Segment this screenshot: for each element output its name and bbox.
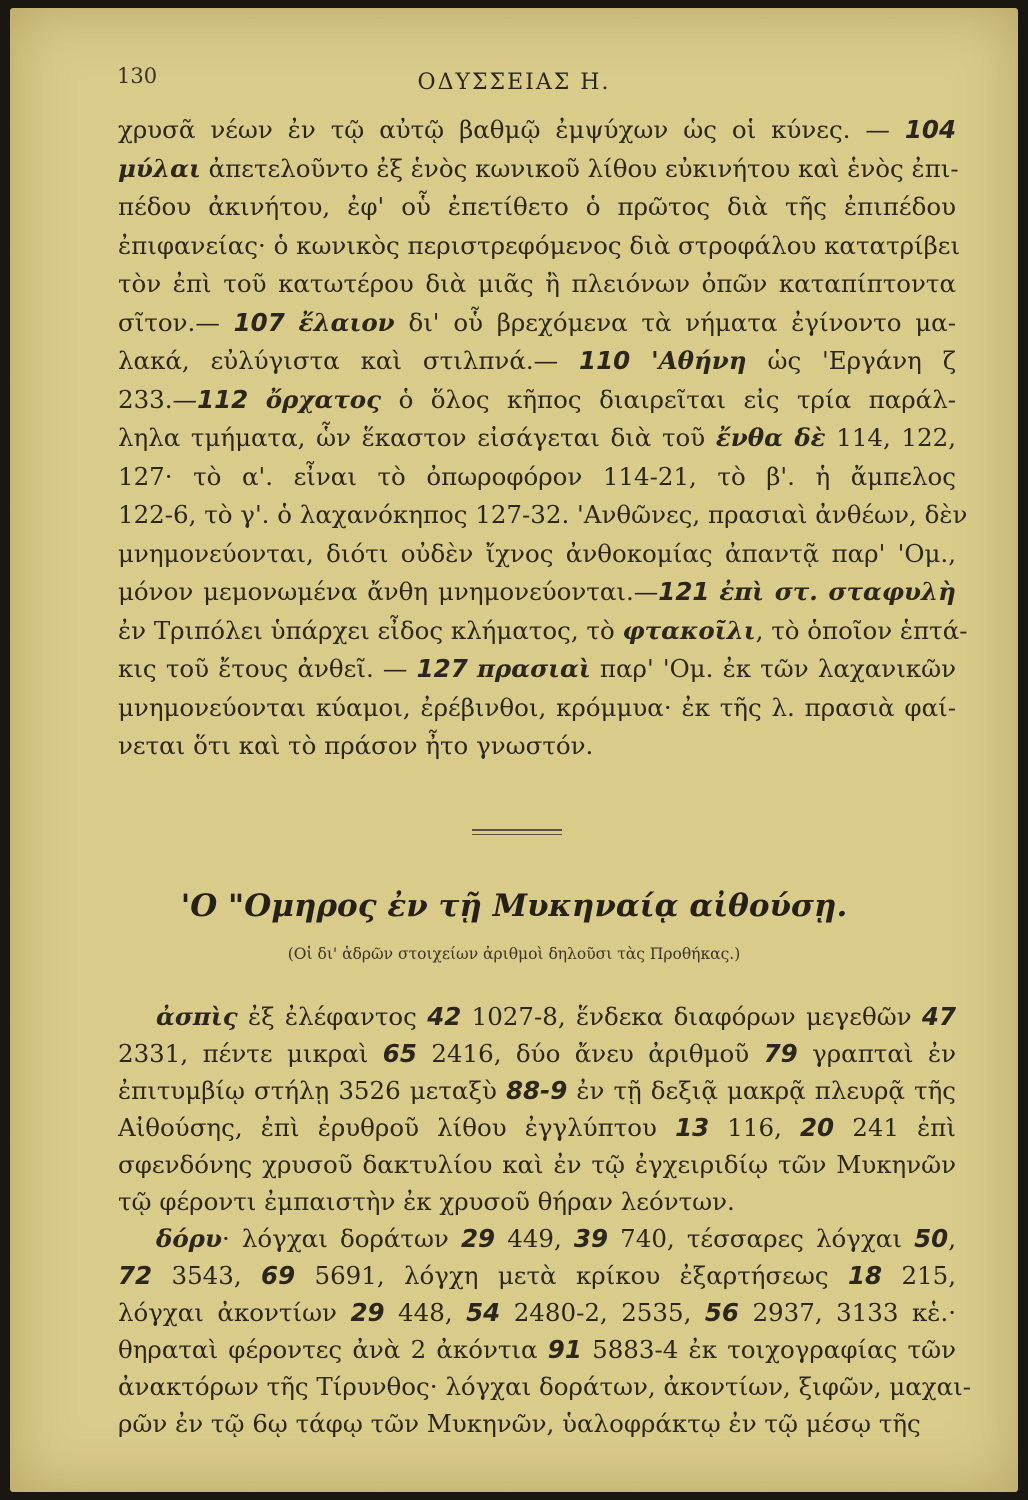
text-line (118, 150, 959, 189)
text-run: 448, (384, 1298, 467, 1327)
text-line (118, 1146, 956, 1183)
reference-number: 110 (579, 346, 631, 375)
text-run: 215, (882, 1261, 956, 1290)
text-run: · λόγχαι δοράτων (221, 1224, 461, 1253)
running-title: ΟΔΥΣΣΕΙΑΣ Η. (417, 70, 611, 95)
keyword: ὄρχατος (265, 384, 382, 414)
text-line (118, 419, 956, 458)
keyword: μύλαι (118, 153, 201, 183)
reference-number: 79 (763, 1039, 798, 1068)
text-run: νεται ὅτι καὶ τὸ πράσον ἦτο γνωστόν. (118, 731, 594, 760)
text-run: 127· τὸ α'. εἶναι τὸ ὀπωροφόρον 114-21, τὸ β'. ἡ ἄμπελος (118, 461, 956, 491)
text-line (118, 727, 956, 766)
text-run: ἐν Τριπόλει ὑπάρχει εἶδος κλήματος, τὸ (118, 615, 623, 645)
reference-number: 50 (914, 1224, 949, 1253)
text-run: τὸν ἐπὶ τοῦ κατωτέρου διὰ μιᾶς ἢ πλειόνων ὀπῶν καταπίπτοντα (118, 269, 956, 298)
text-run: 122-6, τὸ γ'. ὁ λαχανόκηπος 127-32. 'Ανθῶνες, πρασιαὶ ἀνθέων, δὲν (118, 500, 968, 529)
text-line (118, 689, 956, 728)
text-run: ἀνακτόρων τῆς Τίρυνθος· λόγχαι δοράτων, ἀκοντίων, ξιφῶν, μαχαι- (118, 1372, 972, 1401)
text-run (630, 346, 651, 375)
text-run (709, 577, 719, 606)
section-divider (472, 829, 562, 835)
text-run: ἐξ ἐλέφαντος (237, 1002, 428, 1031)
reference-number: 121 (658, 577, 710, 606)
text-run: ὡς 'Εργάνη ζ (746, 346, 956, 375)
keyword: ἔνθα δὲ (715, 423, 826, 452)
reference-number: 69 (261, 1261, 296, 1290)
text-run: ἐπιτυμβίῳ στήλῃ 3526 μεταξὺ (118, 1076, 506, 1105)
text-run: ὁ ὅλος κῆπος διαιρεῖται εἰς τρία παράλ- (381, 384, 956, 414)
reference-number: 107 (233, 307, 285, 337)
keyword: ἀσπὶς (156, 1002, 238, 1031)
text-run: χρυσᾶ νέων ἐν τῷ αὐτῷ βαθμῷ ἐμψύχων ὡς οἱ κύνες. — (118, 115, 905, 144)
text-line (118, 496, 968, 535)
reference-number: 18 (847, 1261, 883, 1290)
entries-paragraph (118, 998, 972, 1442)
text-run: θηραταὶ φέροντες ἀνὰ 2 ἀκόντια (118, 1335, 548, 1364)
text-run: 1027-8, ἕνδεκα διαφόρων μεγεθῶν (461, 1002, 922, 1031)
text-line (118, 111, 956, 150)
text-run: ρῶν ἐν τῷ 6ῳ τάφῳ τῶν Μυκηνῶν, ὑαλοφράκτῳ ἐν τῷ μέσῳ τῆς (118, 1409, 921, 1438)
keyword: 'Αθήνη (651, 346, 747, 375)
text-line (118, 342, 956, 381)
reference-number: 65 (382, 1039, 417, 1068)
text-run (468, 654, 477, 683)
text-run: πέδου ἀκινήτου, ἐφ' οὗ ἐπετίθετο ὁ πρῶτος διὰ τῆς ἐπιπέδου (118, 192, 956, 221)
text-run: ἐν τῇ δεξιᾷ μακρᾷ πλευρᾷ τῆς (567, 1076, 956, 1105)
text-run: 2480-2, 2535, (500, 1298, 705, 1327)
text-run: , (948, 1224, 956, 1253)
text-line (118, 1109, 956, 1146)
text-line (118, 265, 956, 304)
page-number: 130 (117, 64, 158, 88)
text-line (118, 612, 968, 651)
text-run: ληλα τμήματα, ὧν ἕκαστον εἰσάγεται διὰ τοῦ (118, 423, 716, 452)
reference-number: 20 (800, 1113, 835, 1142)
text-run: γραπταὶ ἐν (797, 1039, 956, 1068)
text-line (118, 573, 956, 612)
text-run: παρ' 'Ομ. ἐκ τῶν λαχανικῶν (590, 654, 956, 683)
reference-number: 127 (416, 654, 468, 683)
commentary-paragraph (118, 111, 968, 766)
entries-text (118, 998, 972, 1442)
book-page (10, 8, 1018, 1492)
text-run: 3543, (152, 1261, 262, 1290)
text-line (118, 1183, 956, 1220)
reference-number: 39 (573, 1224, 609, 1253)
reference-number: 42 (427, 1002, 462, 1031)
text-run: 449, (495, 1224, 574, 1253)
text-run: σῖτον.— (118, 307, 234, 337)
text-run: 241 ἐπὶ (834, 1113, 956, 1142)
text-run: 2331, πέντε μικραὶ (118, 1039, 383, 1068)
text-line (118, 650, 956, 689)
reference-number: 88-9 (505, 1076, 568, 1105)
text-run: 5691, λόγχη μετὰ κρίκου ἐξαρτήσεως (295, 1261, 848, 1290)
text-run: μνημονεύονται κύαμοι, ἐρέβινθοι, κρόμμυα· ἐκ τῆς λ. πρασιὰ φαί- (118, 692, 956, 722)
text-line (118, 304, 956, 343)
text-run: τῷ φέροντι ἐμπαιστὴν ἐκ χρυσοῦ θήραν λεόντων. (118, 1187, 735, 1216)
text-run: 116, (709, 1113, 800, 1142)
keyword: δόρυ (156, 1224, 222, 1253)
text-line (118, 1072, 956, 1109)
text-line (118, 458, 956, 497)
reference-number: 29 (350, 1298, 385, 1327)
text-run: ἐπιφανείας· ὁ κωνικὸς περιστρεφόμενος διὰ στροφάλου κατατρίβει (118, 230, 961, 260)
text-line (118, 188, 956, 227)
text-line (118, 1368, 972, 1405)
section-title: 'Ο "Ομηρος ἐν τῇ Μυκηναίᾳ αἰθούσῃ. (180, 888, 848, 924)
text-run: , τὸ ὁποῖον ἑπτά- (755, 615, 968, 645)
text-run: 2416, δύο ἄνευ ἀριθμοῦ (416, 1039, 764, 1068)
text-run: λόγχαι ἀκοντίων (118, 1298, 351, 1327)
keyword: ἐπὶ στ. σταφυλὴ (719, 577, 956, 606)
text-run: κις τοῦ ἔτους ἀνθεῖ. — (118, 654, 417, 683)
text-line (118, 1257, 956, 1294)
text-run: 114, 122, (825, 423, 956, 452)
text-line (118, 227, 961, 266)
text-line (118, 1035, 956, 1072)
reference-number: 47 (921, 1002, 956, 1031)
commentary-text (118, 111, 968, 766)
text-run: δι' οὗ βρεχόμενα τὰ νήματα ἐγίνοντο μα- (394, 307, 956, 337)
reference-number: 91 (547, 1335, 582, 1364)
text-run (285, 308, 299, 337)
text-run: 5883-4 ἐκ τοιχογραφίας τῶν (581, 1335, 956, 1364)
text-line (118, 1220, 956, 1257)
text-line (118, 998, 956, 1035)
text-run: μνημονεύονται, διότι οὐδὲν ἴχνος ἀνθοκομίας ἀπαντᾷ παρ' 'Ομ., (118, 538, 956, 568)
text-run: Αἰθούσης, ἐπὶ ἐρυθροῦ λίθου ἐγγλύπτου (118, 1113, 676, 1142)
text-run: λακά, εὐλύγιστα καὶ στιλπνά.— (118, 346, 580, 375)
text-line (118, 1405, 956, 1442)
text-run: σφενδόνης χρυσοῦ δακτυλίου καὶ ἐν τῷ ἐγχειριδίῳ τῶν Μυκηνῶν (118, 1150, 956, 1179)
reference-number: 29 (460, 1224, 496, 1253)
text-run: 233.— (118, 384, 198, 414)
reference-number: 112 (197, 384, 249, 414)
text-line (118, 381, 956, 420)
text-line (118, 535, 956, 574)
text-run: 2937, 3133 κἑ.· (738, 1298, 956, 1327)
reference-number: 13 (675, 1113, 710, 1142)
reference-number: 54 (466, 1298, 501, 1327)
reference-number: 104 (904, 115, 956, 144)
keyword: πρασιαὶ (476, 654, 591, 683)
keyword: ἔλαιον (298, 307, 395, 337)
reference-number: 56 (704, 1298, 739, 1327)
reference-number: 72 (118, 1261, 153, 1290)
section-subtitle: (Οἱ δι' ἁδρῶν στοιχείων ἀριθμοὶ δηλοῦσι τὰς Προθήκας.) (287, 945, 741, 963)
text-run: ἀπετελοῦντο ἐξ ἑνὸς κωνικοῦ λίθου εὐκινήτου καὶ ἑνὸς ἐπι- (200, 153, 959, 183)
text-line (118, 1294, 956, 1331)
keyword: φτακοῖλι (622, 615, 756, 645)
text-run (248, 385, 266, 414)
text-run: μόνον μεμονωμένα ἄνθη μνημονεύονται.— (118, 577, 659, 606)
text-run: 740, τέσσαρες λόγχαι (608, 1224, 915, 1253)
text-line (118, 1331, 956, 1368)
